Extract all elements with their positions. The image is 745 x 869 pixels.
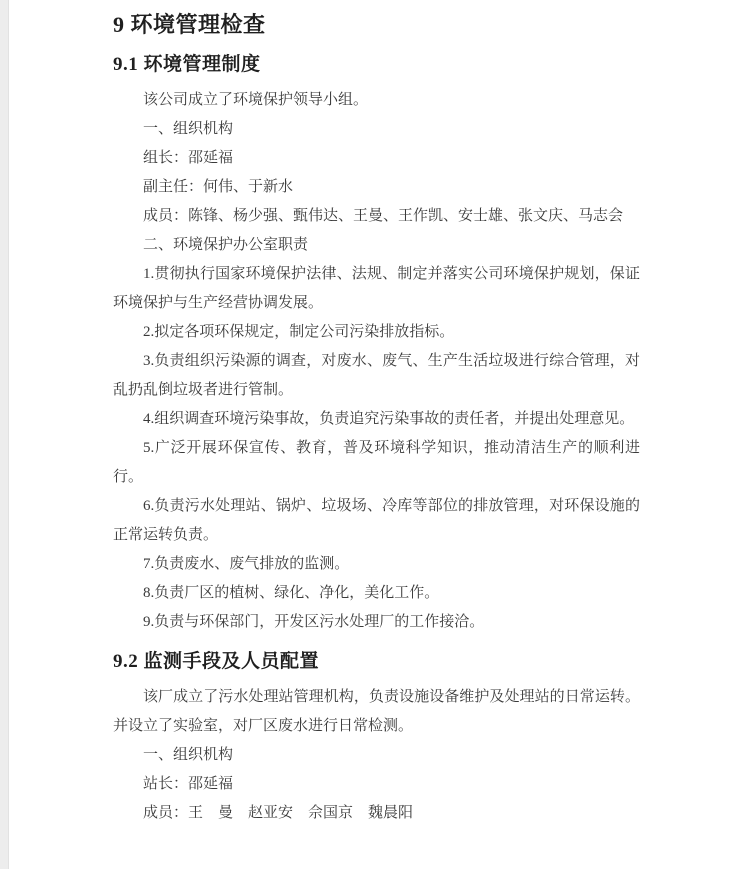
paragraph-org-structure-label-2: 一、组织机构 — [143, 747, 234, 763]
paragraph-station-chief: 站长：邵延福 — [143, 776, 234, 792]
section-9-1-heading: 9.1 环境管理制度 — [113, 54, 261, 75]
paragraph-office-duties-label: 二、环境保护办公室职责 — [143, 237, 309, 253]
paragraph-duty-6: 6.负责污水处理站、锅炉、垃圾场、冷库等部位的排放管理，对环保设施的正常运转负责。 — [113, 498, 640, 543]
paragraph-members: 成员：陈锋、杨少强、甄伟达、王曼、王作凯、安士雄、张文庆、马志会 — [143, 208, 624, 224]
paragraph-org-structure-label: 一、组织机构 — [143, 121, 234, 137]
paragraph-duty-7: 7.负责废水、废气排放的监测。 — [143, 556, 350, 572]
paragraph-duty-2: 2.拟定各项环保规定，制定公司污染排放指标。 — [143, 324, 455, 340]
paragraph-group-leader: 组长：邵延福 — [143, 150, 234, 166]
paragraph-duty-1: 1.贯彻执行国家环境保护法律、法规、制定并落实公司环境保护规划，保证环境保护与生产经营协调发展。 — [113, 266, 640, 311]
paragraph-duty-4: 4.组织调查环境污染事故，负责追究污染事故的责任者，并提出处理意见。 — [143, 411, 635, 427]
paragraph-duty-8: 8.负责厂区的植树、绿化、净化，美化工作。 — [143, 585, 440, 601]
paragraph-deputy-directors: 副主任：何伟、于新水 — [143, 179, 294, 195]
paragraph-duty-9: 9.负责与环保部门，开发区污水处理厂的工作接洽。 — [143, 614, 485, 630]
paragraph-station-members: 成员：王 曼 赵亚安 佘国京 魏晨阳 — [143, 805, 414, 821]
paragraph-leading-group: 该公司成立了环境保护领导小组。 — [143, 92, 369, 108]
paragraph-duty-3: 3.负责组织污染源的调查，对废水、废气、生产生活垃圾进行综合管理，对乱扔乱倒垃圾者进行管制。 — [113, 353, 640, 398]
section-9-2-heading: 9.2 监测手段及人员配置 — [113, 651, 320, 672]
paragraph-station-management: 该厂成立了污水处理站管理机构，负责设施设备维护及处理站的日常运转。并设立了实验室，对厂区废水进行日常检测。 — [113, 689, 640, 734]
paragraph-duty-5: 5.广泛开展环保宣传、教育，普及环境科学知识，推动清洁生产的顺利进行。 — [113, 440, 640, 485]
chapter-heading: 9 环境管理检查 — [113, 12, 266, 37]
